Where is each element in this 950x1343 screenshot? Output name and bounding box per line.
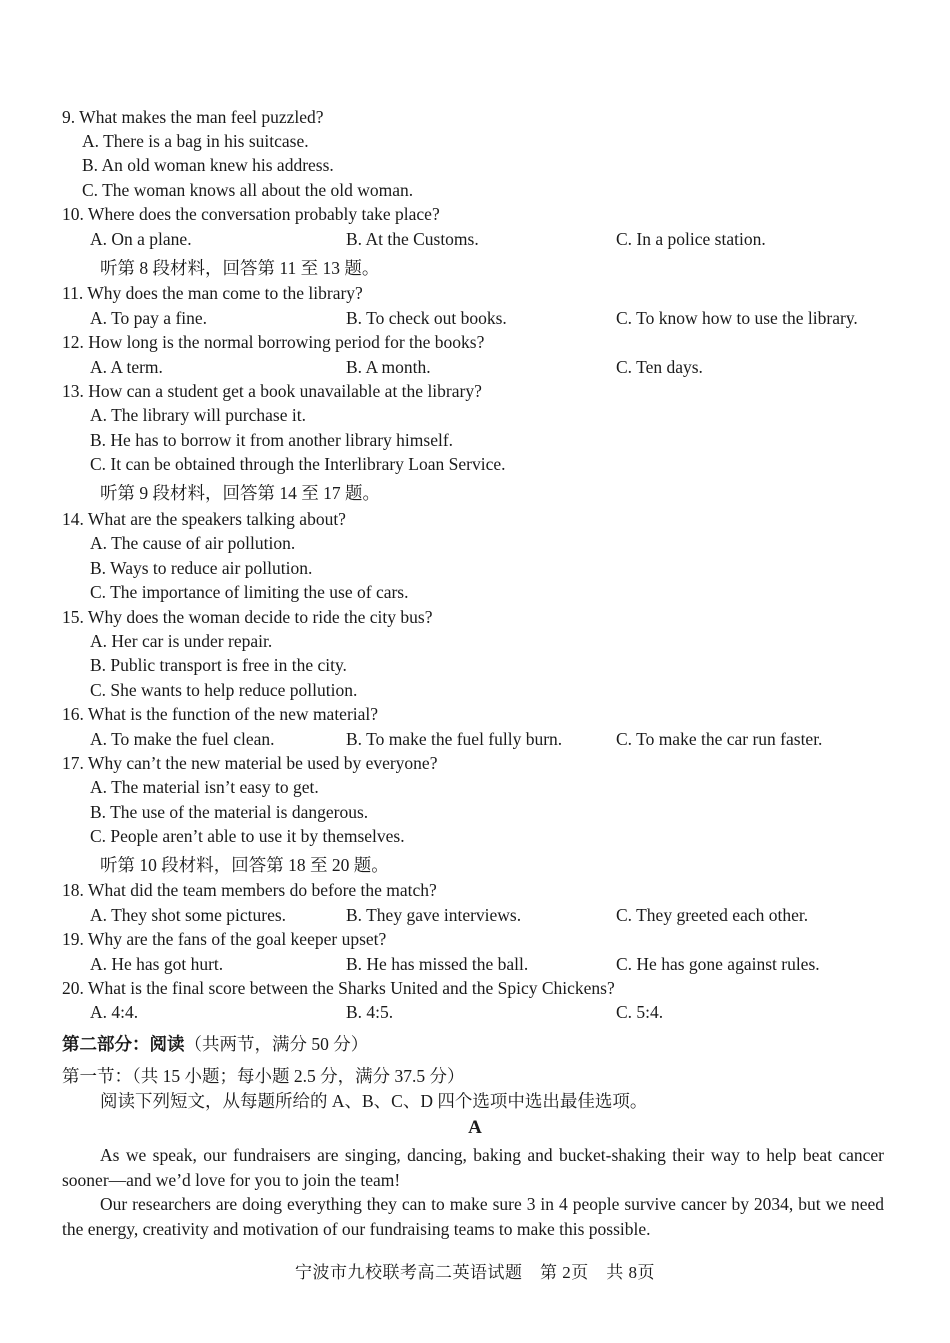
option-20c: C. 5:4. — [616, 1002, 664, 1022]
section-note-8: 听第 8 段材料，回答第 11 至 13 题。 — [100, 258, 380, 278]
option-15c: C. She wants to help reduce pollution. — [90, 680, 358, 700]
passage-paragraph-2-text: Our researchers are doing everything they can to make sure 3 in 4 people survive cancer by 2034, but we need the energy, creativity and motivation of our fundraising teams to make this possible. — [62, 1194, 884, 1239]
question-16: 16. What is the function of the new material? — [62, 704, 379, 724]
part2-heading — [62, 1033, 368, 1055]
option-20b: B. 4:5. — [346, 1002, 394, 1022]
option-13c: C. It can be obtained through the Interlibrary Loan Service. — [90, 454, 506, 474]
question-15: 15. Why does the woman decide to ride the city bus? — [62, 607, 433, 627]
option-17c: C. People aren’t able to use it by themselves. — [90, 826, 405, 846]
part2-heading-bold: 第二部分：阅读 — [62, 1034, 185, 1054]
option-10a: A. On a plane. — [90, 229, 192, 249]
option-14c: C. The importance of limiting the use of cars. — [90, 582, 409, 602]
reading-instruction: 阅读下列短文，从每题所给的 A、B、C、D 四个选项中选出最佳选项。 — [100, 1091, 648, 1111]
page-footer: 宁波市九校联考高二英语试题 第 2页 共 8页 — [295, 1263, 655, 1282]
option-19c: C. He has gone against rules. — [616, 954, 820, 974]
passage-paragraph-2 — [62, 1192, 884, 1241]
option-18a: A. They shot some pictures. — [90, 905, 287, 925]
question-17: 17. Why can’t the new material be used by everyone? — [62, 753, 438, 773]
option-10c: C. In a police station. — [616, 229, 766, 249]
passage-letter: A — [468, 1117, 482, 1138]
question-13: 13. How can a student get a book unavailable at the library? — [62, 381, 482, 401]
option-16b: B. To make the fuel fully burn. — [346, 729, 563, 749]
option-16a: A. To make the fuel clean. — [90, 729, 275, 749]
question-19: 19. Why are the fans of the goal keeper upset? — [62, 929, 387, 949]
option-18b: B. They gave interviews. — [346, 905, 522, 925]
question-11: 11. Why does the man come to the library? — [62, 283, 363, 303]
option-14b: B. Ways to reduce air pollution. — [90, 558, 313, 578]
option-12c: C. Ten days. — [616, 357, 703, 377]
option-9c: C. The woman knows all about the old woman. — [82, 180, 414, 200]
question-18: 18. What did the team members do before the match? — [62, 880, 437, 900]
option-11c: C. To know how to use the library. — [616, 308, 858, 328]
option-17a: A. The material isn’t easy to get. — [90, 777, 319, 797]
option-19b: B. He has missed the ball. — [346, 954, 529, 974]
question-12: 12. How long is the normal borrowing period for the books? — [62, 332, 485, 352]
passage-paragraph-1 — [62, 1143, 884, 1192]
option-10b: B. At the Customs. — [346, 229, 479, 249]
option-13b: B. He has to borrow it from another library himself. — [90, 430, 454, 450]
option-18c: C. They greeted each other. — [616, 905, 809, 925]
part2-heading-rest: （共两节，满分 50 分） — [184, 1034, 369, 1054]
section-note-10: 听第 10 段材料，回答第 18 至 20 题。 — [100, 855, 389, 875]
option-9a: A. There is a bag in his suitcase. — [82, 131, 309, 151]
option-15a: A. Her car is under repair. — [90, 631, 273, 651]
option-19a: A. He has got hurt. — [90, 954, 224, 974]
option-20a: A. 4:4. — [90, 1002, 139, 1022]
option-13a: A. The library will purchase it. — [90, 405, 306, 425]
option-12b: B. A month. — [346, 357, 431, 377]
option-11b: B. To check out books. — [346, 308, 507, 328]
question-10: 10. Where does the conversation probably take place? — [62, 204, 440, 224]
option-14a: A. The cause of air pollution. — [90, 533, 296, 553]
question-20: 20. What is the final score between the Sharks United and the Spicy Chickens? — [62, 978, 615, 998]
option-12a: A. A term. — [90, 357, 163, 377]
option-11a: A. To pay a fine. — [90, 308, 208, 328]
option-9b: B. An old woman knew his address. — [82, 155, 334, 175]
option-15b: B. Public transport is free in the city. — [90, 655, 347, 675]
section1-heading: 第一节：（共 15 小题；每小题 2.5 分，满分 37.5 分） — [62, 1066, 465, 1086]
section-note-9: 听第 9 段材料，回答第 14 至 17 题。 — [100, 483, 380, 503]
option-16c: C. To make the car run faster. — [616, 729, 823, 749]
question-14: 14. What are the speakers talking about? — [62, 509, 346, 529]
question-9: 9. What makes the man feel puzzled? — [62, 107, 324, 127]
passage-paragraph-1-text: As we speak, our fundraisers are singing, dancing, baking and bucket-shaking their way to help beat cancer sooner—and we’d love for you to join the team! — [62, 1145, 884, 1190]
option-17b: B. The use of the material is dangerous. — [90, 802, 369, 822]
